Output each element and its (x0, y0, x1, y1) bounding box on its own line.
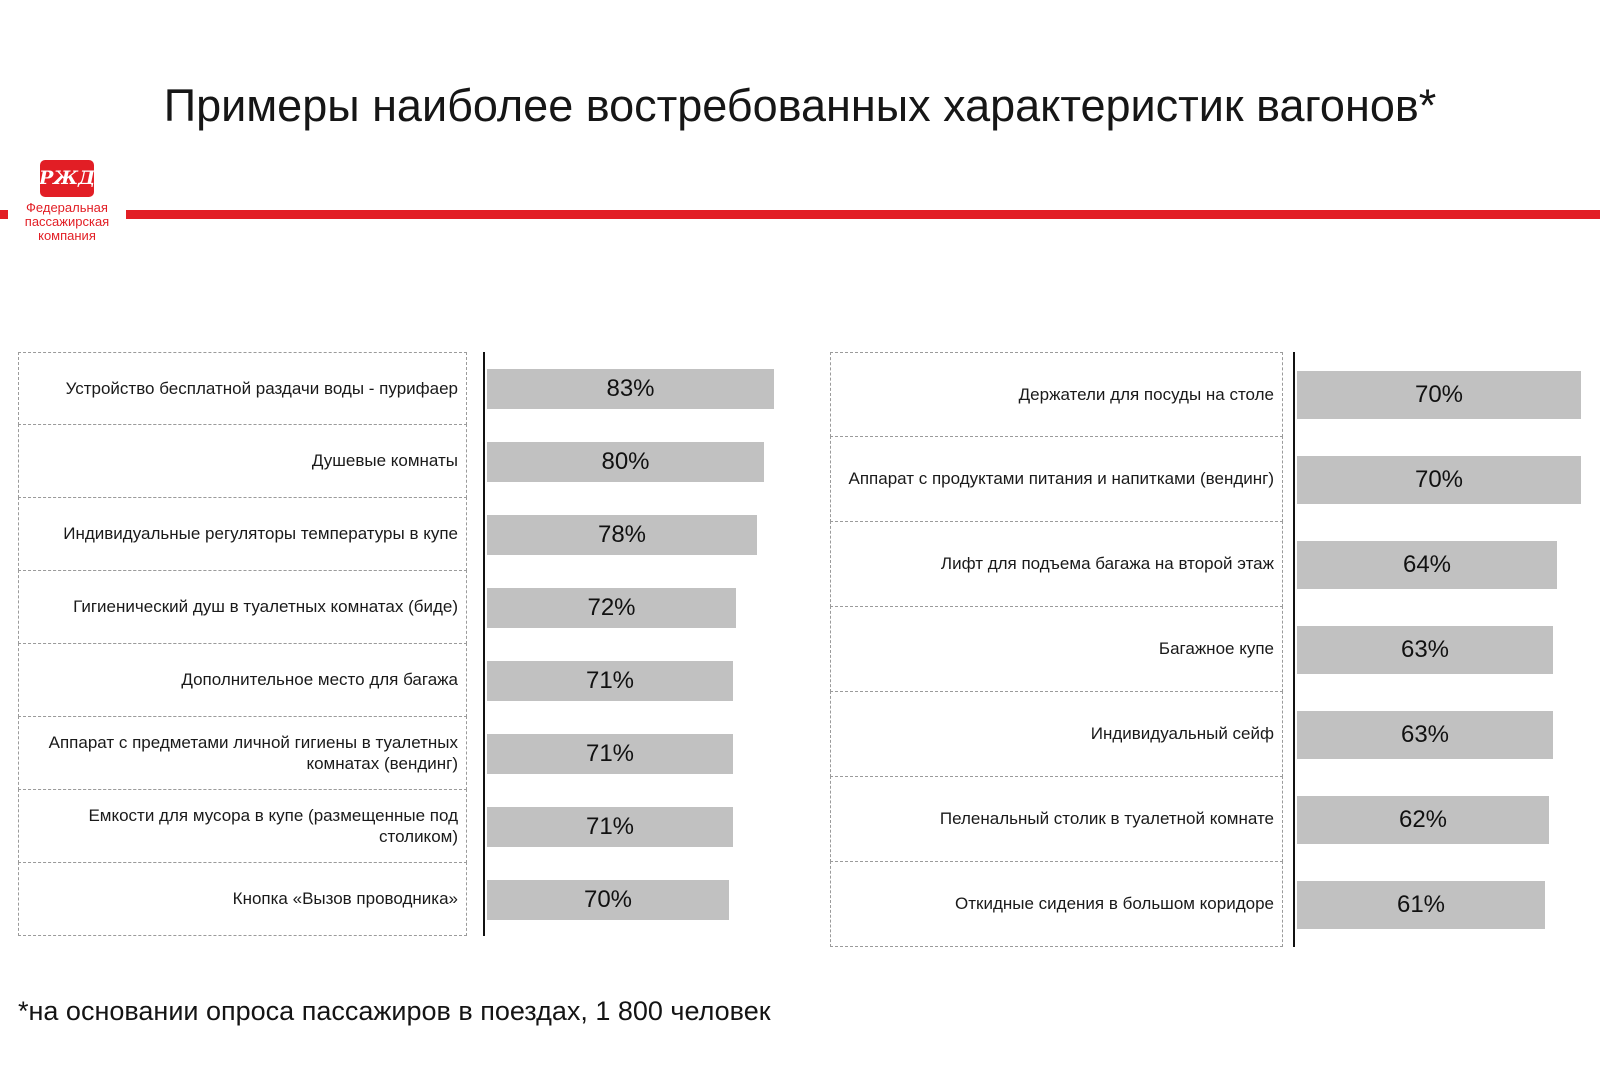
bar-row (485, 571, 774, 644)
bar-value-label: 83% (606, 374, 655, 402)
bar (1297, 541, 1557, 589)
bar-label: Аппарат с продуктами питания и напитками (вендинг) (830, 436, 1283, 522)
bar (487, 369, 774, 409)
bar-row (485, 352, 774, 425)
rzd-logo-icon: РЖД (40, 160, 94, 197)
bar (1297, 456, 1581, 504)
bar-row (1295, 607, 1581, 692)
bar-label: Индивидуальные регуляторы температуры в купе (18, 497, 467, 571)
accent-line (0, 210, 1600, 219)
company-name-line-3: компания (38, 228, 96, 243)
bar-label: Душевые комнаты (18, 424, 467, 498)
bar-row (485, 644, 774, 717)
bar-label: Аппарат с предметами личной гигиены в туалетных комнатах (вендинг) (18, 716, 467, 790)
bar-value-label: 63% (1400, 720, 1450, 748)
bar-label: Держатели для посуды на столе (830, 352, 1283, 437)
left-chart-plot (483, 352, 774, 936)
bar-row (1295, 777, 1581, 862)
bar-label: Индивидуальный сейф (830, 691, 1283, 777)
bar-row (485, 498, 774, 571)
right-chart-labels (830, 352, 1283, 947)
bar-value-label: 71% (585, 812, 635, 840)
bar-value-label: 70% (1414, 465, 1464, 493)
bar-row (1295, 522, 1581, 607)
bar-row (485, 863, 774, 936)
left-bar-chart (18, 352, 774, 936)
bar (487, 807, 733, 847)
bar-value-label: 72% (587, 593, 636, 621)
bar-value-label: 80% (601, 447, 650, 475)
bar-row (485, 717, 774, 790)
bar-label: Багажное купе (830, 606, 1283, 692)
bar-value-label: 70% (583, 885, 633, 913)
bar-row (485, 425, 774, 498)
bar (487, 880, 729, 920)
bar-row (485, 790, 774, 863)
bar-label: Гигиенический душ в туалетных комнатах (биде) (18, 570, 467, 644)
bar (487, 442, 764, 482)
right-bar-chart (830, 352, 1581, 947)
bar-label: Устройство бесплатной раздачи воды - пурифаер (18, 352, 467, 425)
footnote: *на основании опроса пассажиров в поездах, 1 800 человек (18, 996, 771, 1026)
bar-label: Кнопка «Вызов проводника» (18, 862, 467, 936)
bar (1297, 881, 1545, 929)
bar (1297, 371, 1581, 419)
bar-row (1295, 437, 1581, 522)
bar-value-label: 64% (1402, 550, 1452, 578)
page-title: Примеры наиболее востребованных характеристик вагонов* (163, 80, 1437, 131)
bar-value-label: 63% (1400, 635, 1450, 663)
bar (487, 661, 733, 701)
bar-label: Пеленальный столик в туалетной комнате (830, 776, 1283, 862)
bar (487, 734, 733, 774)
bar-value-label: 61% (1396, 890, 1446, 918)
company-name-line-2: пассажирская (24, 214, 110, 229)
bar-value-label: 62% (1398, 805, 1448, 833)
bar-row (1295, 352, 1581, 437)
company-name-line-1: Федеральная (26, 200, 108, 215)
bar (487, 515, 757, 555)
bar (1297, 796, 1549, 844)
rzd-logo-block (8, 156, 126, 248)
bar (487, 588, 736, 628)
bar-value-label: 78% (597, 520, 647, 548)
left-chart-labels (18, 352, 467, 936)
bar-row (1295, 862, 1581, 947)
bar-value-label: 71% (585, 666, 635, 694)
bar-label: Лифт для подъема багажа на второй этаж (830, 521, 1283, 607)
bar-value-label: 71% (585, 739, 635, 767)
bar-label: Откидные сидения в большом коридоре (830, 861, 1283, 947)
right-chart-plot (1293, 352, 1581, 947)
bar (1297, 626, 1553, 674)
bar-row (1295, 692, 1581, 777)
bar (1297, 711, 1553, 759)
bar-label: Емкости для мусора в купе (размещенные под столиком) (18, 789, 467, 863)
bar-label: Дополнительное место для багажа (18, 643, 467, 717)
bar-value-label: 70% (1414, 380, 1464, 408)
